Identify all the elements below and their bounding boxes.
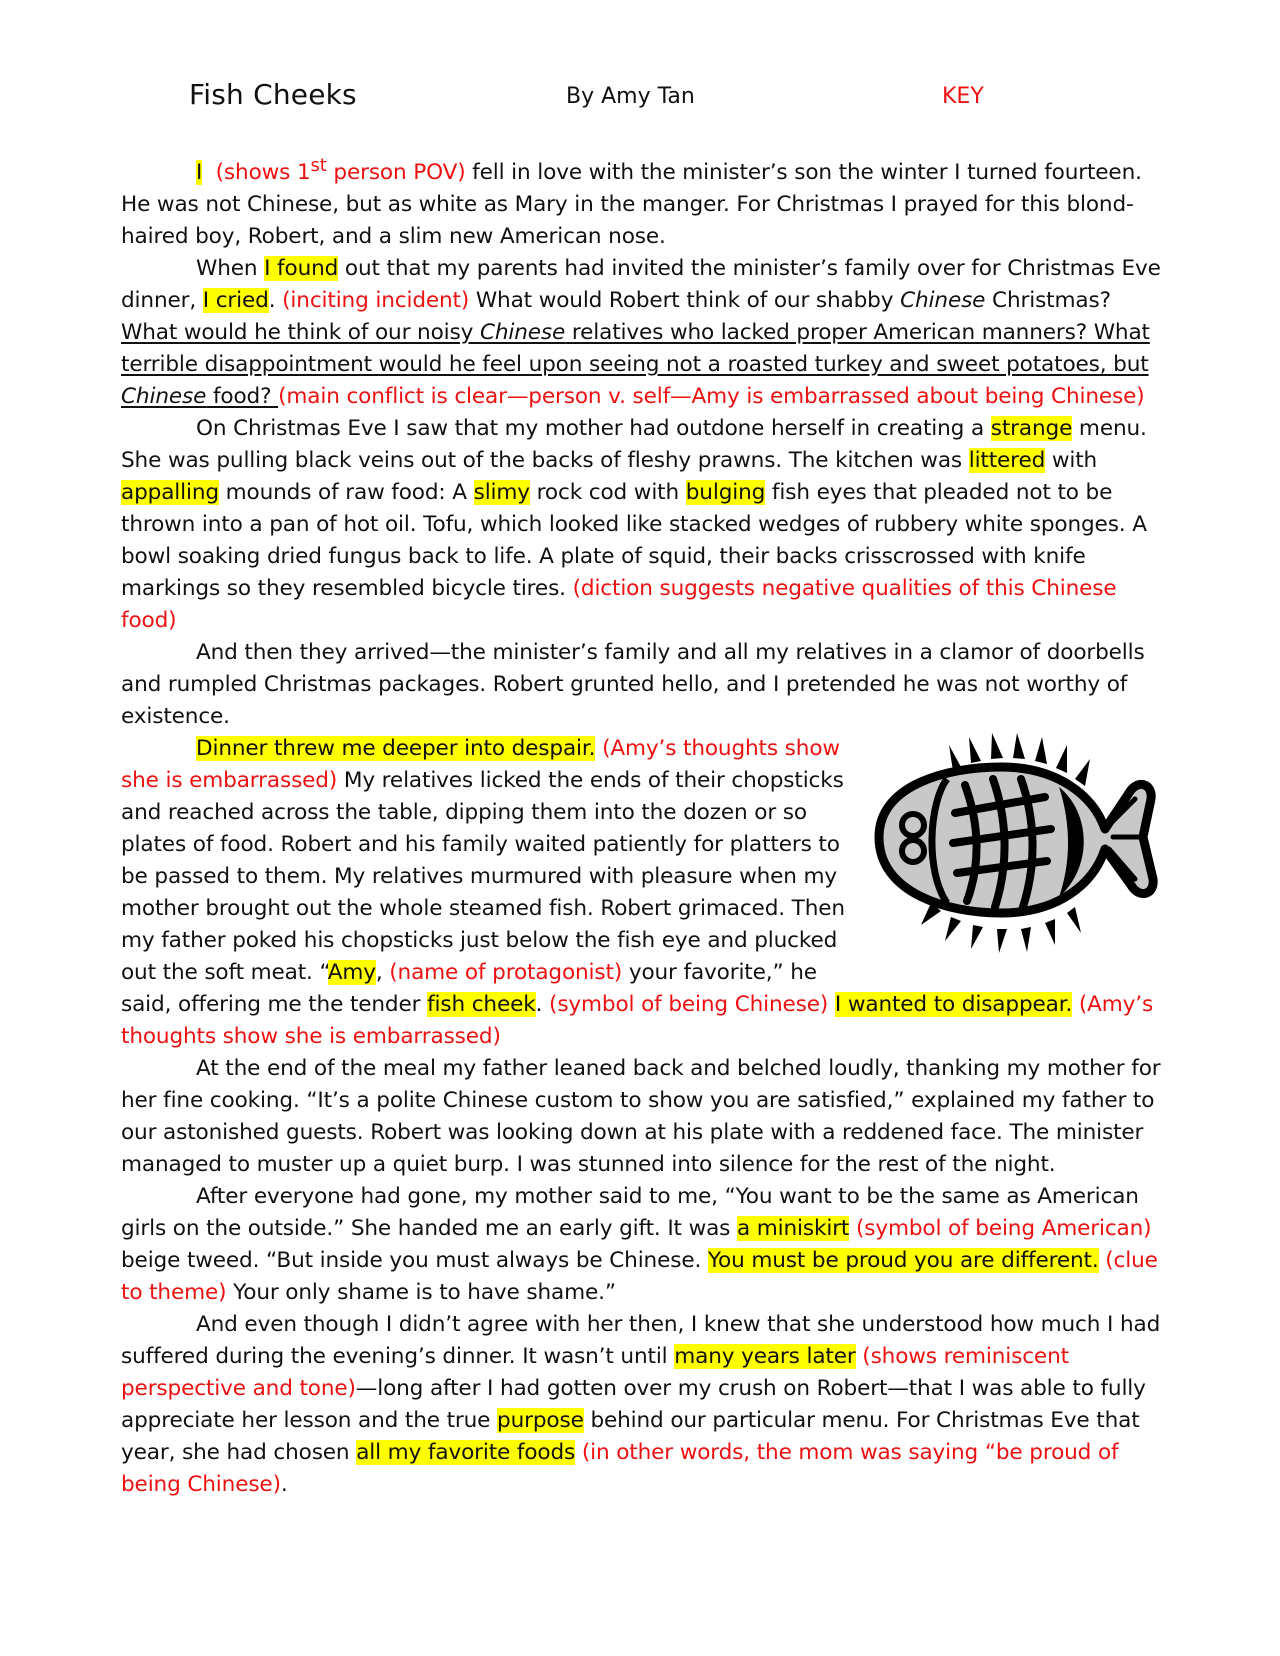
- highlight: purpose: [497, 1408, 584, 1434]
- annotation: (shows reminiscent perspective and tone): [121, 1344, 1069, 1402]
- key-label: KEY: [942, 84, 984, 109]
- paragraph-5: Dinner threw me deeper into despair. (Amy’s thoughts show she is embarrassed) My relatives licked the ends of their chopsticks and reached across the table, dipping them into the dozen or so plates of food. Robert and his family waited patiently for platters to be passed to them. My relatives murmured with pleasure when my mother brought out the whole steamed fish. Robert grimaced. Then my father poked his chopsticks just below the fish eye and plucked out the soft meat. “Amy, (name of protagonist) your favorite,” he said, offering me the tender fish cheek. (symbol of being Chinese) I wanted to disappear. (Amy’s thoughts show she is embarrassed): [121, 736, 1154, 1050]
- author-byline: By Amy Tan: [566, 84, 695, 109]
- annotation: (main conflict is clear—person v. self—Amy is embarrassed about being Chinese): [278, 384, 1145, 410]
- annotation: (inciting incident): [282, 288, 470, 314]
- annotation: (name of protagonist): [389, 960, 623, 986]
- annotation: (shows 1st person POV): [215, 155, 466, 186]
- highlight: Dinner threw me deeper into despair.: [196, 736, 596, 762]
- highlight: slimy: [473, 480, 530, 506]
- paragraph-3: On Christmas Eve I saw that my mother had outdone herself in creating a strange menu. She was pulling black veins out of the backs of fleshy prawns. The kitchen was littered with appalling mounds of raw food: A slimy rock cod with bulging fish eyes that pleaded not to be thrown into a pan of hot oil. Tofu, which looked like stacked wedges of rubbery white sponges. A bowl soaking dried fungus back to life. A plate of squid, their backs crisscrossed with knife markings so they resembled bicycle tires. (diction suggests negative qualities of this Chinese food): [121, 416, 1147, 634]
- document-title: Fish Cheeks: [189, 78, 357, 111]
- highlight: I wanted to disappear.: [834, 992, 1073, 1018]
- annotation: (symbol of being American): [849, 1216, 1152, 1242]
- paragraph-7: After everyone had gone, my mother said to me, “You want to be the same as American girls on the outside.” She handed me an early gift. It was a miniskirt (symbol of being American) beige tweed. “But inside you must always be Chinese. You must be proud you are different. (clue to theme) Your only shame is to have shame.”: [121, 1184, 1158, 1306]
- paragraph-6: At the end of the meal my father leaned back and belched loudly, thanking my mother for her fine cooking. “It’s a polite Chinese custom to show you are satisfied,” explained my father to our astonished guests. Robert was looking down at his plate with a reddened face. The minister managed to muster up a quiet burp. I was stunned into silence for the rest of the night.: [121, 1056, 1161, 1178]
- highlight: Amy: [327, 960, 376, 986]
- highlight: a miniskirt: [736, 1216, 850, 1242]
- paragraph-2: When I found out that my parents had invited the minister’s family over for Christmas Eve dinner, I cried. (inciting incident) What would Robert think of our shabby Chinese Christmas? What would he think of our noisy Chinese relatives who lacked proper American manners? What terrible disappointment would he feel upon seeing not a roasted turkey and sweet potatoes, but Chinese food? (main conflict is clear—person v. self—Amy is embarrassed about being Chinese): [121, 256, 1161, 410]
- paragraph-1: [121, 150, 1161, 253]
- fish-icon: [861, 733, 1161, 963]
- paragraph-text: fell in love with the minister’s son the winter I turned fourteen. He was not Chinese, but as white as Mary in the manger. For Christmas I prayed for this blond-haired boy, Robert, and a slim new American nose.: [121, 160, 1142, 250]
- paragraph-4: And then they arrived—the minister’s family and all my relatives in a clamor of doorbells and rumpled Christmas packages. Robert grunted hello, and I pretended he was not worthy of existence.: [121, 640, 1145, 730]
- story-body: [121, 150, 1161, 1501]
- annotation: (diction suggests negative qualities of this Chinese food): [121, 576, 1117, 634]
- annotation: (symbol of being Chinese): [549, 992, 829, 1018]
- annotation: (Amy’s thoughts show she is embarrassed): [121, 736, 840, 794]
- highlight: littered: [968, 448, 1046, 474]
- annotation: (Amy’s thoughts show she is embarrassed): [121, 992, 1154, 1050]
- paragraph-8: And even though I didn’t agree with her then, I knew that she understood how much I had suffered during the evening’s dinner. It wasn’t until many years later (shows reminiscent perspective and tone)—long after I had gotten over my crush on Robert—that I was able to fully appreciate her lesson and the true purpose behind our particular menu. For Christmas Eve that year, she had chosen all my favorite foods (in other words, the mom was saying “be proud of being Chinese).: [121, 1312, 1161, 1498]
- highlight: I: [196, 160, 203, 186]
- highlight: fish cheek: [427, 992, 536, 1018]
- annotation: (in other words, the mom was saying “be proud of being Chinese): [121, 1440, 1119, 1498]
- highlight: all my favorite foods: [356, 1440, 576, 1466]
- highlight: appalling: [121, 480, 219, 506]
- document-header: [0, 78, 1280, 118]
- annotation: (clue to theme): [121, 1248, 1158, 1306]
- highlight: many years later: [674, 1344, 856, 1370]
- underlined-passage: What would he think of our noisy Chinese relatives who lacked proper American manners? What terrible disappointment would he feel upon seeing not a roasted turkey and sweet potatoes, but Chinese food?: [121, 320, 1150, 410]
- highlight: bulging: [685, 480, 766, 506]
- highlight: strange: [990, 416, 1073, 442]
- highlight: You must be proud you are different.: [707, 1248, 1099, 1274]
- highlight: I cried: [202, 288, 269, 314]
- fish-illustration: [861, 733, 1161, 963]
- highlight: I found: [264, 256, 339, 282]
